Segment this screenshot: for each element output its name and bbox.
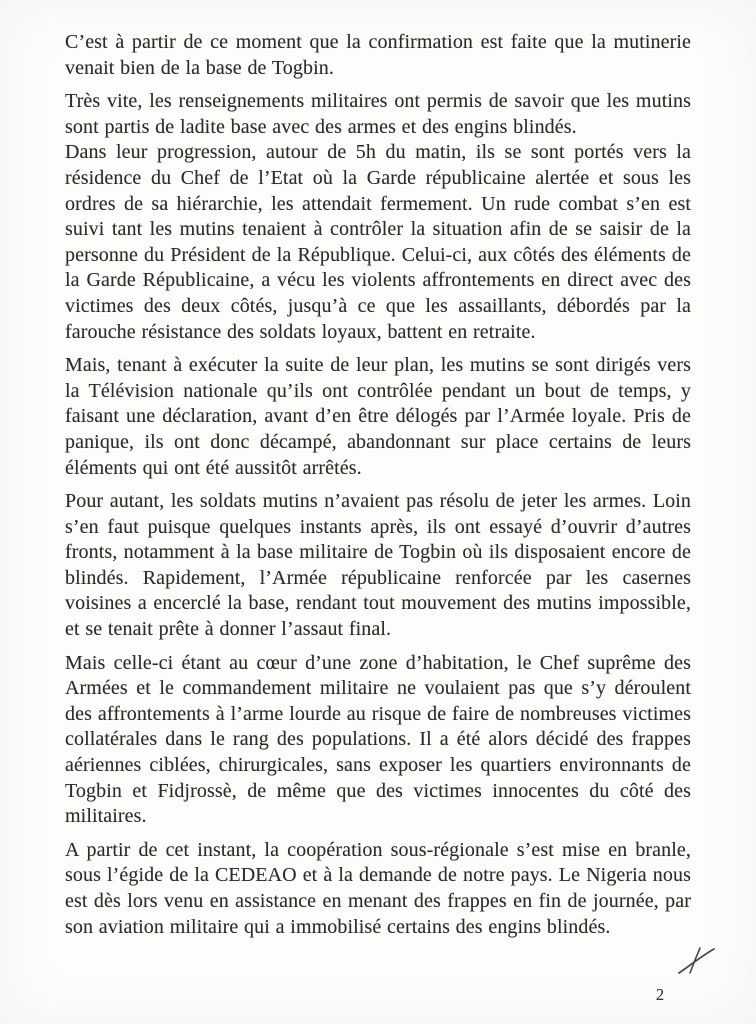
- page-number: 2: [655, 985, 665, 1004]
- handwritten-x-mark: [676, 946, 718, 978]
- paragraph: Mais, tenant à exécuter la suite de leur plan, les mutins se sont dirigés vers la Télévision nationale qu’ils ont contrôlée pendant un bout de temps, y faisant une déclaration, avant d’en être délogés par l’Armée loyale. Pris de panique, ils ont donc décampé, abandonnant sur place certains de leurs éléments qui ont été aussitôt arrêtés.: [65, 354, 691, 479]
- paragraph: Très vite, les renseignements militaires ont permis de savoir que les mutins sont partis de ladite base avec des armes et des engins blindés.: [65, 90, 691, 138]
- page-body-text: [65, 30, 691, 940]
- paragraph: C’est à partir de ce moment que la confirmation est faite que la mutinerie venait bien de la base de Togbin.: [65, 31, 691, 79]
- paragraph: Mais celle-ci étant au cœur d’une zone d’habitation, le Chef suprême des Armées et le commandement militaire ne voulaient pas que s’y déroulent des affrontements à l’arme lourde au risque de faire de nombreuses victimes collatérales dans le rang des populations. Il a été alors décidé des frappes aériennes ciblées, chirurgicales, sans exposer les quartiers environnants de Togbin et Fidjrossè, de même que des victimes innocentes du côté des militaires.: [65, 651, 691, 828]
- paragraph: Pour autant, les soldats mutins n’avaient pas résolu de jeter les armes. Loin s’en faut puisque quelques instants après, ils ont essayé d’ouvrir d’autres fronts, notamment à la base militaire de Togbin où ils disposaient encore de blindés. Rapidement, l’Armée républicaine renforcée par les casernes voisines a encerclé la base, rendant tout mouvement des mutins impossible, et se tenait prête à donner l’assaut final.: [65, 490, 691, 641]
- paragraph: A partir de cet instant, la coopération sous-régionale s’est mise en branle, sous l’égide de la CEDEAO et à la demande de notre pays. Le Nigeria nous est dès lors venu en assistance en menant des frappes en fin de journée, par son aviation militaire qui a immobilisé certains des engins blindés.: [65, 838, 691, 938]
- paragraph: Dans leur progression, autour de 5h du matin, ils se sont portés vers la résidence du Chef de l’Etat où la Garde républicaine alertée et sous les ordres de sa hiérarchie, les attendait fermement. Un rude combat s’en est suivi tant les mutins tenaient à contrôler la situation afin de se saisir de la personne du Président de la République. Celui-ci, aux côtés des éléments de la Garde Républicaine, a vécu les violents affrontements en direct avec des victimes des deux côtés, jusqu’à ce que les assaillants, débordés par la farouche résistance des soldats loyaux, battent en retraite.: [65, 141, 691, 343]
